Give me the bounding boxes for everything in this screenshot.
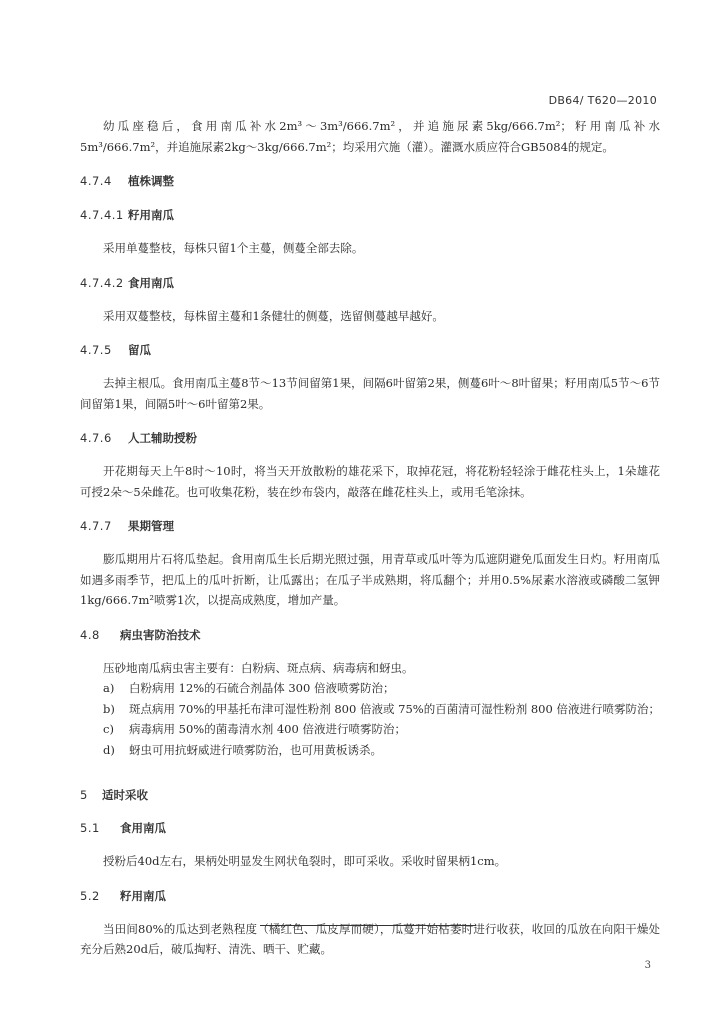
heading-4-7-4-2 — [80, 274, 660, 292]
heading-number: 4.7.7 — [80, 519, 112, 533]
paragraph-4-7-6: 开花期每天上午8时～10时，将当天开放散粉的雄花采下，取掉花冠，将花粉轻轻涂于雌花柱头上，1朵雄花可授2朵～5朵雌花。也可收集花粉，装在纱布袋内，敲落在雌花柱头上，或用毛笔涂抹。 — [80, 464, 660, 499]
heading-4-7-4 — [80, 172, 660, 190]
heading-title: 适时采收 — [102, 788, 148, 802]
heading-number: 4.7.4.2 — [80, 275, 124, 290]
heading-4-7-4-1 — [80, 206, 660, 224]
heading-4-7-6 — [80, 429, 660, 447]
heading-title: 籽用南瓜 — [120, 888, 166, 903]
heading-title: 籽用南瓜 — [128, 208, 174, 222]
heading-5-1 — [80, 819, 660, 837]
heading-title: 食用南瓜 — [128, 275, 174, 290]
paragraph-4-7-5: 去掉主根瓜。食用南瓜主蔓8节～13节间留第1果，间隔6叶留第2果，侧蔓6叶～8叶留果；籽用南瓜5节～6节间留第1果，间隔5叶～6叶留第2果。 — [80, 376, 660, 411]
paragraph-5-1: 授粉后40d左右，果柄处明显发生网状龟裂时，即可采收。采收时留果柄1cm。 — [103, 854, 507, 868]
heading-number: 5.1 — [80, 821, 100, 835]
paragraph-4-8: 压砂地南瓜病虫害主要有：白粉病、斑点病、病毒病和蚜虫。 — [103, 660, 414, 675]
intro-paragraph: 幼瓜座稳后，食用南瓜补水2m³～3m³/666.7m²，并追施尿素5kg/666.7m²；籽用南瓜补水5m³/666.7m²，并追施尿素2kg～3kg/666.7m²；均采用穴施（灌）。灌溉水质应符合GB5084的规定。 — [80, 119, 660, 154]
list-item — [80, 740, 660, 761]
list-marker: b) — [103, 701, 115, 716]
paragraph-4-7-4-1: 采用单蔓整枝，每株只留1个主蔓，侧蔓全部去除。 — [103, 241, 364, 255]
heading-number: 4.7.4.1 — [80, 208, 124, 222]
document-body — [80, 116, 660, 960]
list-marker: a) — [103, 681, 115, 695]
list-item-text: 白粉病用 12%的石硫合剂晶体 300 倍液喷雾防治； — [129, 681, 395, 695]
heading-number: 4.7.5 — [80, 343, 112, 357]
list-item-text: 病毒病用 50%的菌毒清水剂 400 倍液进行喷雾防治； — [129, 722, 406, 736]
list-item — [80, 699, 660, 720]
list-item — [80, 719, 660, 740]
heading-number: 4.7.4 — [80, 174, 112, 188]
list-marker: c) — [103, 722, 114, 736]
heading-4-7-5 — [80, 341, 660, 359]
paragraph-5-2: 当田间80%的瓜达到老熟程度（橘红色、瓜皮厚而硬），瓜蔓开始枯萎时进行收获，收回的瓜放在向阳干燥处充分后熟20d后，破瓜掏籽、清洗、晒干、贮藏。 — [80, 921, 660, 956]
list-marker: d) — [103, 742, 115, 757]
heading-title: 留瓜 — [128, 343, 151, 357]
list-item-text: 斑点病用 70%的甲基托布津可湿性粉剂 800 倍液或 75%的百菌清可湿性粉剂 800 倍液进行喷雾防治； — [129, 701, 660, 716]
heading-title: 病虫害防治技术 — [120, 627, 201, 642]
end-of-document-rule — [260, 925, 476, 926]
heading-5-2 — [80, 887, 660, 905]
heading-4-7-7 — [80, 517, 660, 535]
heading-number: 5.2 — [80, 888, 100, 903]
heading-4-8 — [80, 626, 660, 644]
paragraph-4-7-7: 膨瓜期用片石将瓜垫起。食用南瓜生长后期光照过强，用青草或瓜叶等为瓜遮阴避免瓜面发生日灼。籽用南瓜如遇多雨季节，把瓜上的瓜叶折断，让瓜露出；在瓜子半成熟期，将瓜翻个；并用0.5%尿素水溶液或磷酸二氢钾1kg/666.7m²喷雾1次，以提高成熟度，增加产量。 — [80, 552, 660, 607]
heading-number: 5 — [80, 788, 88, 802]
heading-title: 果期管理 — [128, 519, 174, 533]
list-item — [80, 678, 660, 699]
heading-title: 人工辅助授粉 — [128, 431, 197, 445]
list-item-text: 蚜虫可用抗蚜威进行喷雾防治，也可用黄板诱杀。 — [129, 742, 382, 757]
heading-5 — [80, 786, 660, 804]
standard-code: DB64/ T620—2010 — [548, 94, 657, 107]
heading-title: 植株调整 — [128, 174, 174, 188]
heading-number: 4.7.6 — [80, 431, 112, 445]
page-number: 3 — [644, 960, 651, 971]
paragraph-4-7-4-2: 采用双蔓整枝，每株留主蔓和1条健壮的侧蔓，选留侧蔓越早越好。 — [103, 308, 444, 323]
heading-title: 食用南瓜 — [120, 821, 166, 835]
heading-number: 4.8 — [80, 627, 100, 642]
